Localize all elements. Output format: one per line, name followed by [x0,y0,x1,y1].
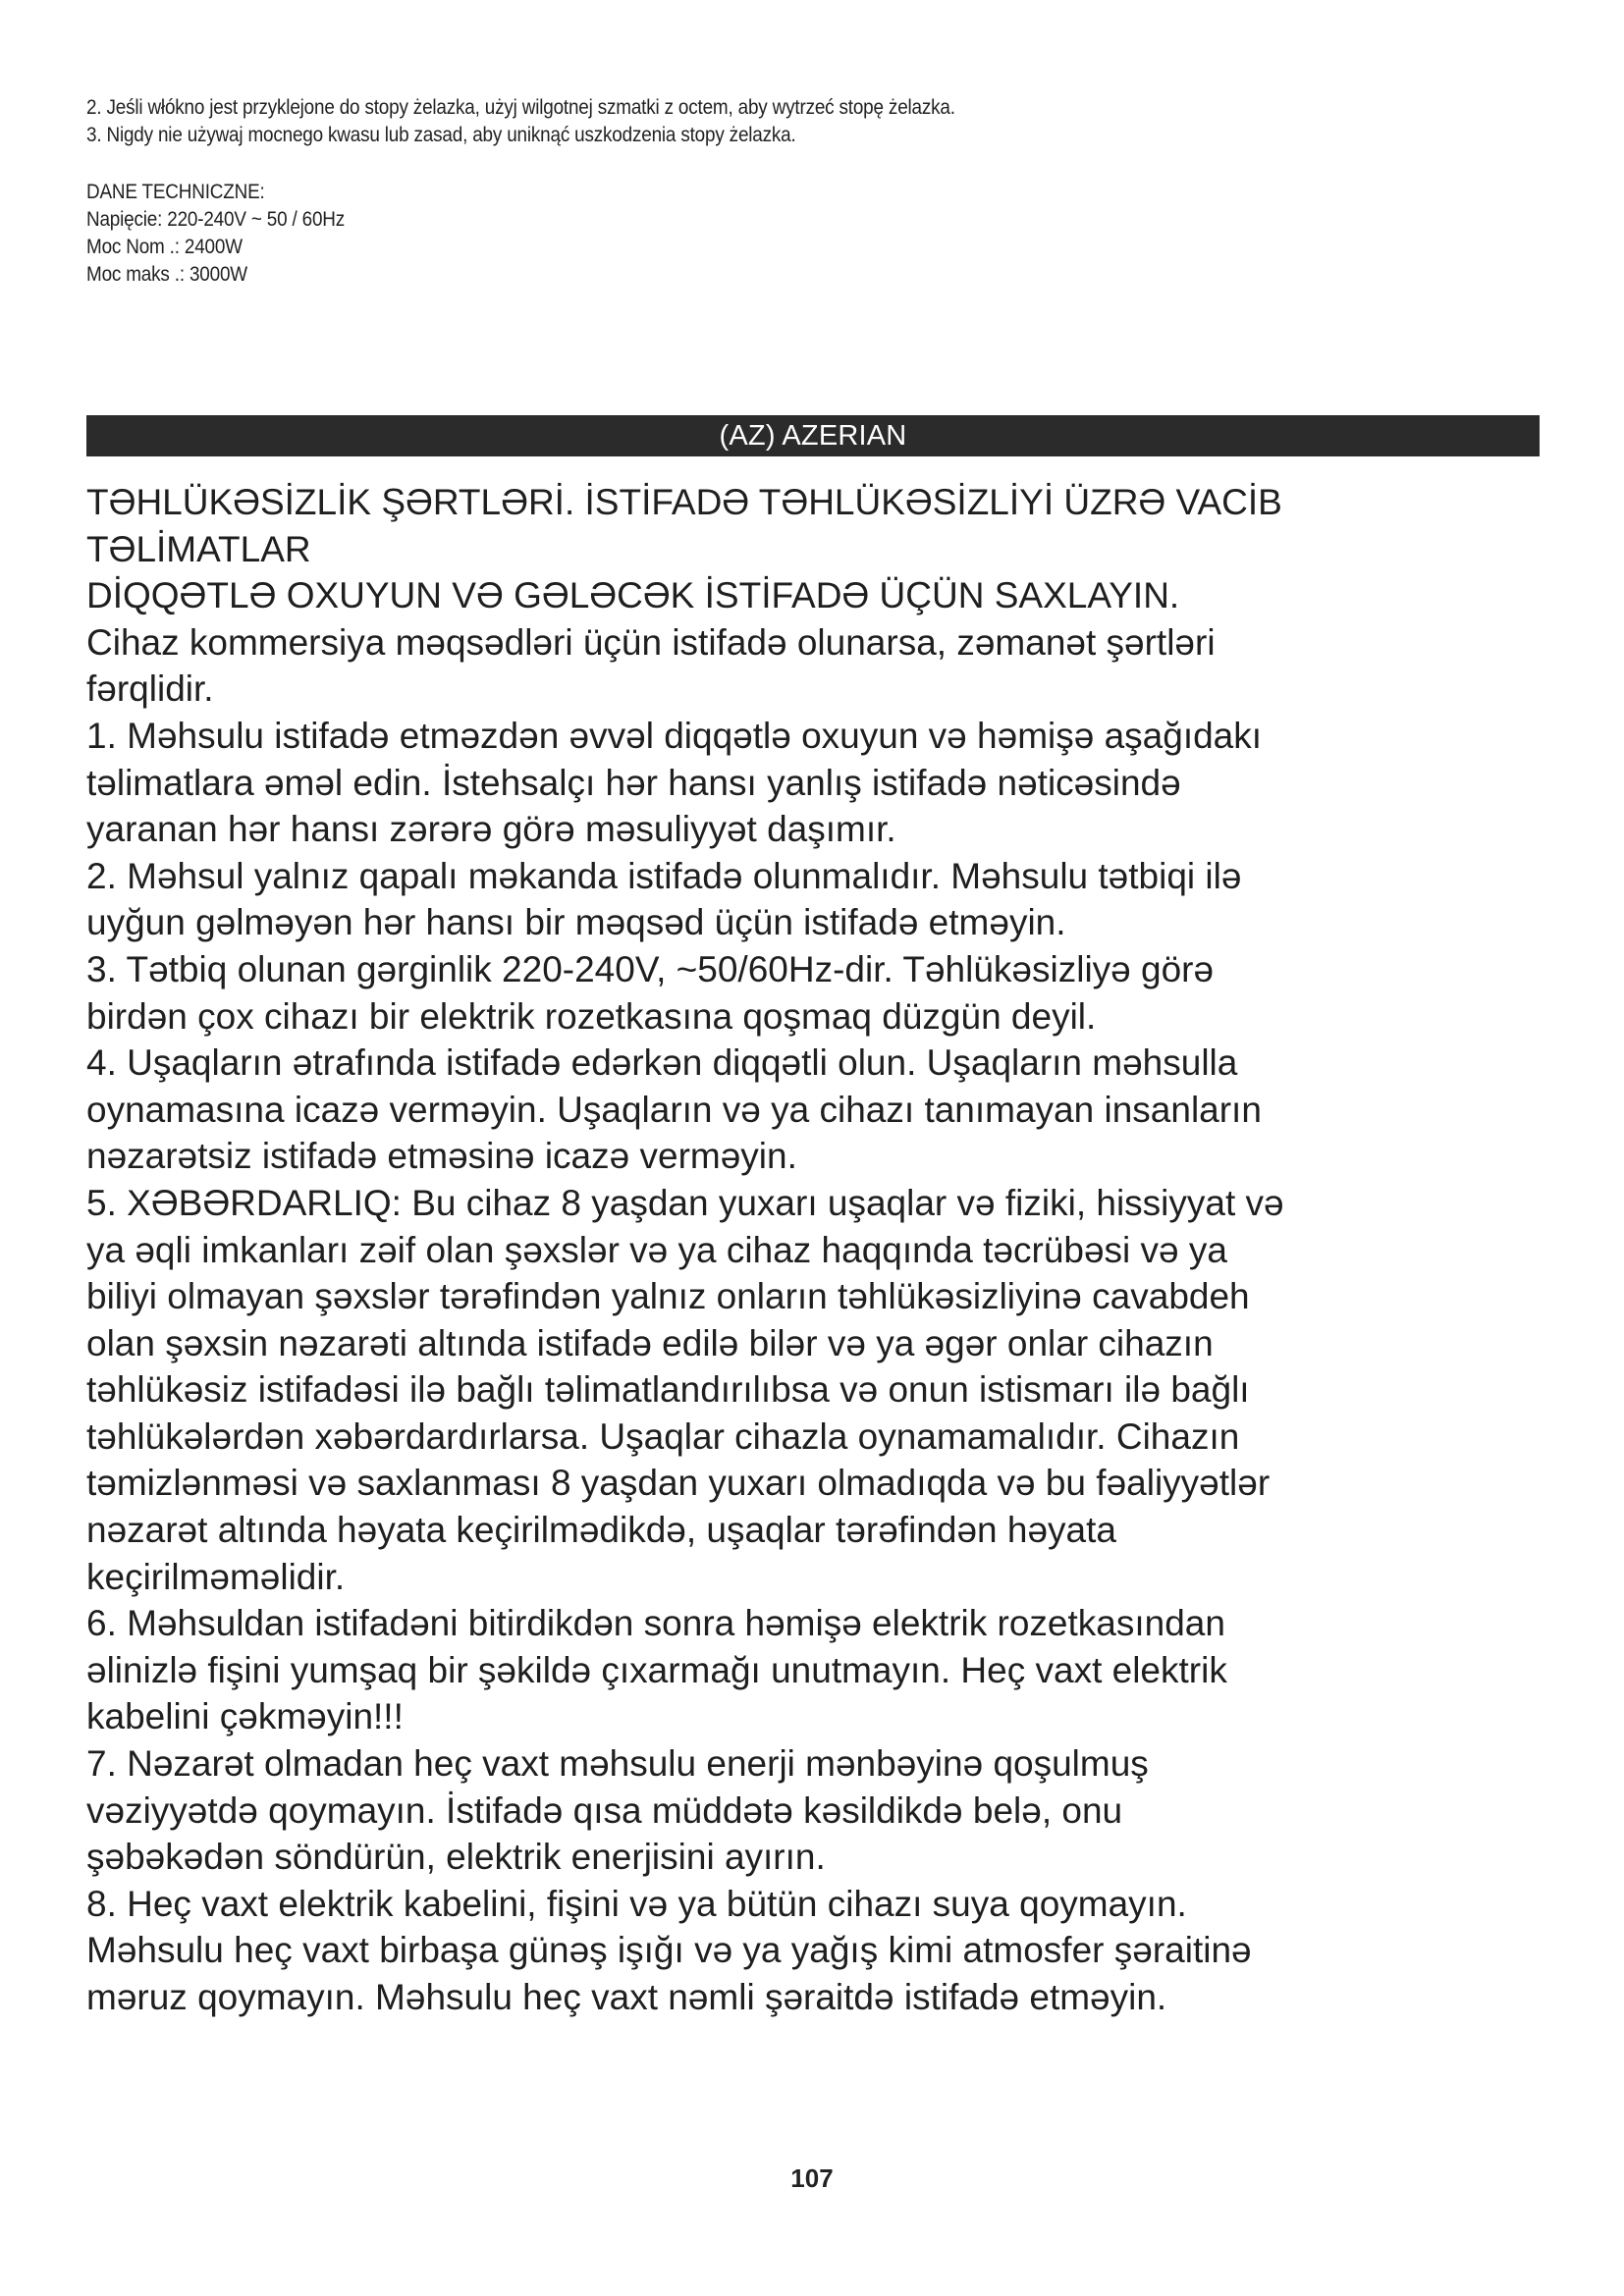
instruction-line: TƏLİMATLAR [86,528,311,569]
instruction-line: 5. XƏBƏRDARLIQ: Bu cihaz 8 yaşdan yuxarı uşaqlar və fiziki, hissiyyat və [86,1182,1284,1223]
instruction-line: olan şəxsin nəzarəti altında istifadə edilə bilər və ya əgər onlar cihazın [86,1322,1214,1363]
instruction-line: uyğun gəlməyən hər hansı bir məqsəd üçün istifadə etməyin. [86,902,1066,943]
tech-data-line: Moc Nom .: 2400W [86,236,243,258]
instruction-line: nəzarət altında həyata keçirilmədikdə, uşaqlar tərəfindən həyata [86,1510,1116,1551]
page-number: 107 [790,2163,834,2193]
instruction-line: 8. Heç vaxt elektrik kabelini, fişini və ya bütün cihazı suya qoymayın. [86,1883,1187,1924]
instruction-line: 4. Uşaqların ətrafında istifadə edərkən diqqətli olun. Uşaqların məhsulla [86,1042,1238,1084]
instruction-line: əlinizlə fişini yumşaq bir şəkildə çıxarmağı unutmayın. Heç vaxt elektrik [86,1649,1227,1690]
instruction-line: DİQQƏTLƏ OXUYUN VƏ GƏLƏCƏK İSTİFADƏ ÜÇÜN SAXLAYIN. [86,575,1180,616]
instruction-line: 7. Nəzarət olmadan heç vaxt məhsulu enerji mənbəyinə qoşulmuş [86,1743,1149,1785]
instruction-line: biliyi olmayan şəxslər tərəfindən yalnız onların təhlükəsizliyinə cavabdeh [86,1276,1250,1317]
instruction-line: 6. Məhsuldan istifadəni bitirdikdən sonra həmişə elektrik rozetkasından [86,1603,1225,1644]
instruction-line: təhlükələrdən xəbərdardırlarsa. Uşaqlar cihazla oynamamalıdır. Cihazın [86,1415,1240,1457]
section-title: (AZ) AZERIAN [719,419,907,452]
tech-data-heading: DANE TECHNICZNE: [86,181,265,203]
instruction-line: 3. Tətbiq olunan gərginlik 220-240V, ~50/60Hz-dir. Təhlükəsizliyə görə [86,948,1215,989]
instruction-line: birdən çox cihazı bir elektrik rozetkasına qoşmaq düzgün deyil. [86,995,1097,1037]
instruction-line: yaranan hər hansı zərərə görə məsuliyyət daşımır. [86,809,896,850]
instruction-line: 1. Məhsulu istifadə etməzdən əvvəl diqqətlə oxuyun və həmişə aşağıdakı [86,715,1263,756]
instruction-line: 2. Məhsul yalnız qapalı məkanda istifadə olunmalıdır. Məhsulu tətbiqi ilə [86,855,1242,896]
polish-notes-block [86,94,1540,289]
safety-instructions [86,479,1559,2021]
tech-data-line: Napięcie: 220-240V ~ 50 / 60Hz [86,208,346,231]
instruction-line: məruz qoymayın. Məhsulu heç vaxt nəmli şəraitdə istifadə etməyin. [86,1977,1167,2017]
instruction-line: TƏHLÜKƏSİZLİK ŞƏRTLƏRİ. İSTİFADƏ TƏHLÜKƏSİZLİYİ ÜZRƏ VACİB [86,482,1282,522]
instruction-line: təhlükəsiz istifadəsi ilə bağlı təlimatlandırılıbsa və onun istismarı ilə bağlı [86,1369,1250,1411]
instruction-line: təmizlənməsi və saxlanması 8 yaşdan yuxarı olmadıqda və bu fəaliyyətlər [86,1463,1271,1504]
instruction-line: təlimatlara əməl edin. İstehsalçı hər hansı yanlış istifadə nəticəsində [86,762,1181,803]
instruction-line: oynamasına icazə verməyin. Uşaqların və ya cihazı tanımayan insanların [86,1089,1262,1130]
instruction-line: vəziyyətdə qoymayın. İstifadə qısa müddətə kəsildikdə belə, onu [86,1789,1123,1831]
instruction-line: Cihaz kommersiya məqsədləri üçün istifadə olunarsa, zəmanət şərtləri [86,621,1216,663]
instruction-line: kabelini çəkməyin!!! [86,1696,404,1737]
instruction-line: keçirilməməlidir. [86,1556,346,1597]
instruction-line: nəzarətsiz istifadə etməsinə icazə verməyin. [86,1136,797,1177]
tech-data-line: Moc maks .: 3000W [86,263,247,286]
polish-note-line: 2. Jeśli włókno jest przyklejone do stopy żelazka, użyj wilgotnej szmatki z octem, aby wytrzeć stopę żelazka. [86,96,955,119]
instruction-line: fərqlidir. [86,668,214,710]
polish-note-line: 3. Nigdy nie używaj mocnego kwasu lub zasad, aby uniknąć uszkodzenia stopy żelazka. [86,124,796,146]
spacer [86,149,1540,179]
instruction-line: ya əqli imkanları zəif olan şəxslər və ya cihaz haqqında təcrübəsi və ya [86,1229,1227,1270]
section-title-bar [86,415,1540,456]
instruction-line: şəbəkədən söndürün, elektrik enerjisini ayırın. [86,1837,826,1878]
instruction-line: Məhsulu heç vaxt birbaşa günəş işığı və ya yağış kimi atmosfer şəraitinə [86,1930,1252,1971]
